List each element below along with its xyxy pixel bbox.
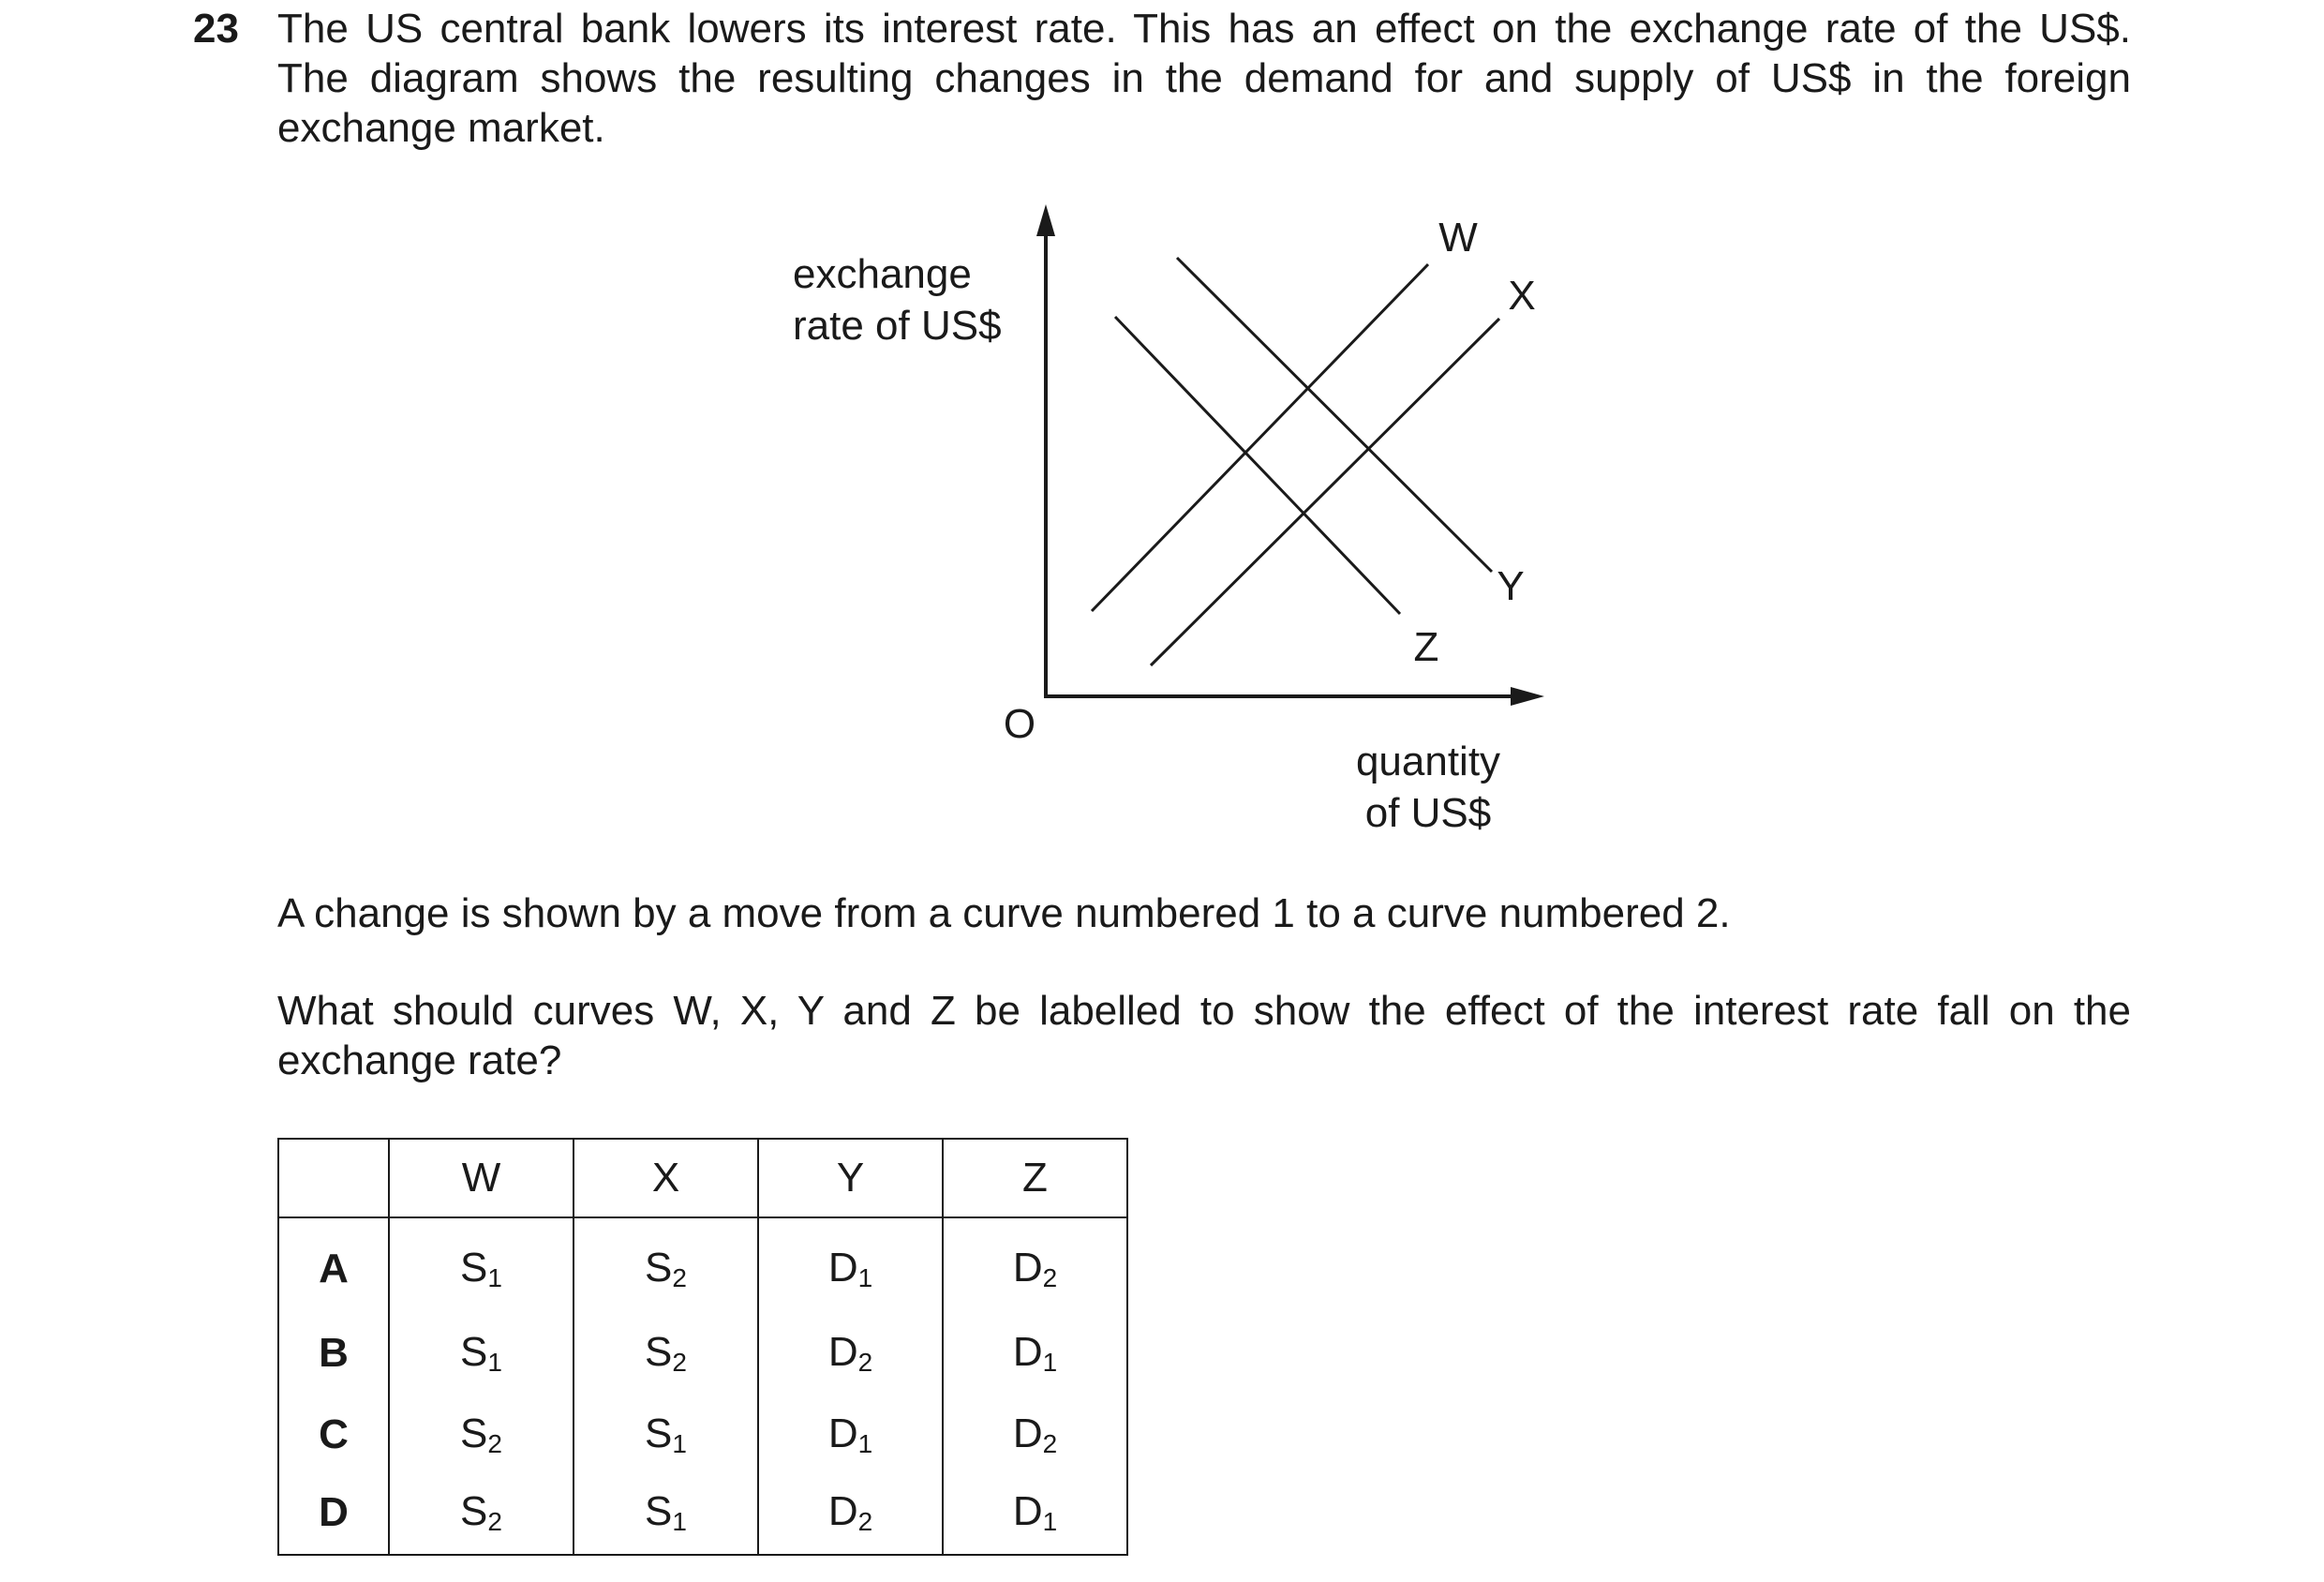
table-cell	[943, 1475, 1127, 1555]
table-cell	[943, 1312, 1127, 1394]
curve-symbol: S	[645, 1328, 673, 1375]
curve-subscript: 2	[672, 1263, 687, 1292]
option-letter: A	[278, 1217, 389, 1312]
x-axis-arrow	[1511, 687, 1544, 706]
header-cell	[278, 1139, 389, 1217]
intro-line: exchange market.	[277, 105, 605, 151]
y-axis-arrow	[1036, 204, 1055, 236]
curve-w	[1092, 264, 1428, 611]
table-cell	[389, 1217, 574, 1312]
curve-subscript: 1	[1042, 1507, 1058, 1536]
curve-subscript: 2	[1042, 1428, 1058, 1458]
curve-symbol: S	[645, 1488, 673, 1534]
table-cell	[943, 1217, 1127, 1312]
curve-symbol: S	[460, 1328, 488, 1375]
table-cell	[574, 1394, 758, 1475]
curve-y	[1177, 258, 1492, 572]
header-cell: W	[389, 1139, 574, 1217]
y-axis-label-line: rate of US$	[793, 303, 1002, 349]
table-row	[278, 1217, 1127, 1312]
header-cell: Y	[758, 1139, 943, 1217]
table-cell	[574, 1312, 758, 1394]
curve-z	[1115, 317, 1400, 614]
curve-symbol: S	[645, 1410, 673, 1456]
curve-symbol: D	[1012, 1328, 1043, 1375]
answer-table	[277, 1138, 1128, 1556]
curve-label-w: W	[1438, 215, 1478, 261]
table-cell	[758, 1312, 943, 1394]
curve-subscript: 2	[487, 1428, 502, 1458]
table-cell	[389, 1312, 574, 1394]
curve-subscript: 2	[1042, 1263, 1058, 1292]
table-row	[278, 1312, 1127, 1394]
table-cell	[574, 1475, 758, 1555]
x-axis-label-line: of US$	[1364, 790, 1492, 836]
table-row	[278, 1394, 1127, 1475]
intro-line: The US central bank lowers its interest rate. This has an effect on the exchange rate of the US$.	[277, 6, 2131, 52]
option-letter: C	[278, 1394, 389, 1475]
question-number: 23	[193, 6, 239, 52]
curve-symbol: D	[1012, 1245, 1043, 1291]
curve-subscript: 1	[487, 1347, 502, 1377]
option-letter: D	[278, 1475, 389, 1555]
table-cell	[389, 1394, 574, 1475]
question-note	[277, 888, 2131, 938]
curve-symbol: S	[645, 1245, 673, 1291]
question-text	[277, 986, 2131, 1085]
curve-label-y: Y	[1497, 563, 1525, 609]
note-line: A change is shown by a move from a curve numbered 1 to a curve numbered 2.	[277, 890, 1731, 936]
table-cell	[943, 1394, 1127, 1475]
origin-label: O	[1003, 701, 1036, 747]
curve-symbol: S	[460, 1245, 488, 1291]
curve-symbol: D	[827, 1410, 858, 1456]
curve-symbol: S	[460, 1410, 488, 1456]
curve-label-x: X	[1508, 273, 1536, 319]
table-cell	[758, 1217, 943, 1312]
curve-subscript: 1	[487, 1263, 502, 1292]
curve-symbol: D	[827, 1245, 858, 1291]
curve-subscript: 1	[857, 1428, 873, 1458]
curve-subscript: 1	[672, 1428, 687, 1458]
curve-symbol: D	[827, 1488, 858, 1534]
table-cell	[389, 1475, 574, 1555]
curve-subscript: 2	[672, 1347, 687, 1377]
table-cell	[758, 1394, 943, 1475]
option-letter: B	[278, 1312, 389, 1394]
header-cell: X	[574, 1139, 758, 1217]
x-axis-label-line: quantity	[1355, 739, 1501, 784]
table-row	[278, 1475, 1127, 1555]
table-header-row	[278, 1139, 1127, 1217]
curve-subscript: 1	[857, 1263, 873, 1292]
question-line: What should curves W, X, Y and Z be labelled to show the effect of the interest rate fall on the	[277, 988, 2131, 1034]
table-cell	[758, 1475, 943, 1555]
curve-label-z: Z	[1413, 624, 1439, 670]
question-line: exchange rate?	[277, 1037, 562, 1083]
curve-symbol: D	[1012, 1488, 1043, 1534]
intro-line: The diagram shows the resulting changes in the demand for and supply of US$ in the foreign	[277, 55, 2131, 101]
curve-symbol: S	[460, 1488, 488, 1534]
curve-subscript: 2	[487, 1507, 502, 1536]
curve-subscript: 2	[857, 1347, 873, 1377]
curve-subscript: 2	[857, 1507, 873, 1536]
curve-symbol: D	[1012, 1410, 1043, 1456]
curve-symbol: D	[827, 1328, 858, 1375]
curve-subscript: 1	[672, 1507, 687, 1536]
curve-subscript: 1	[1042, 1347, 1058, 1377]
table-cell	[574, 1217, 758, 1312]
y-axis-label-line: exchange	[793, 251, 972, 297]
header-cell: Z	[943, 1139, 1127, 1217]
